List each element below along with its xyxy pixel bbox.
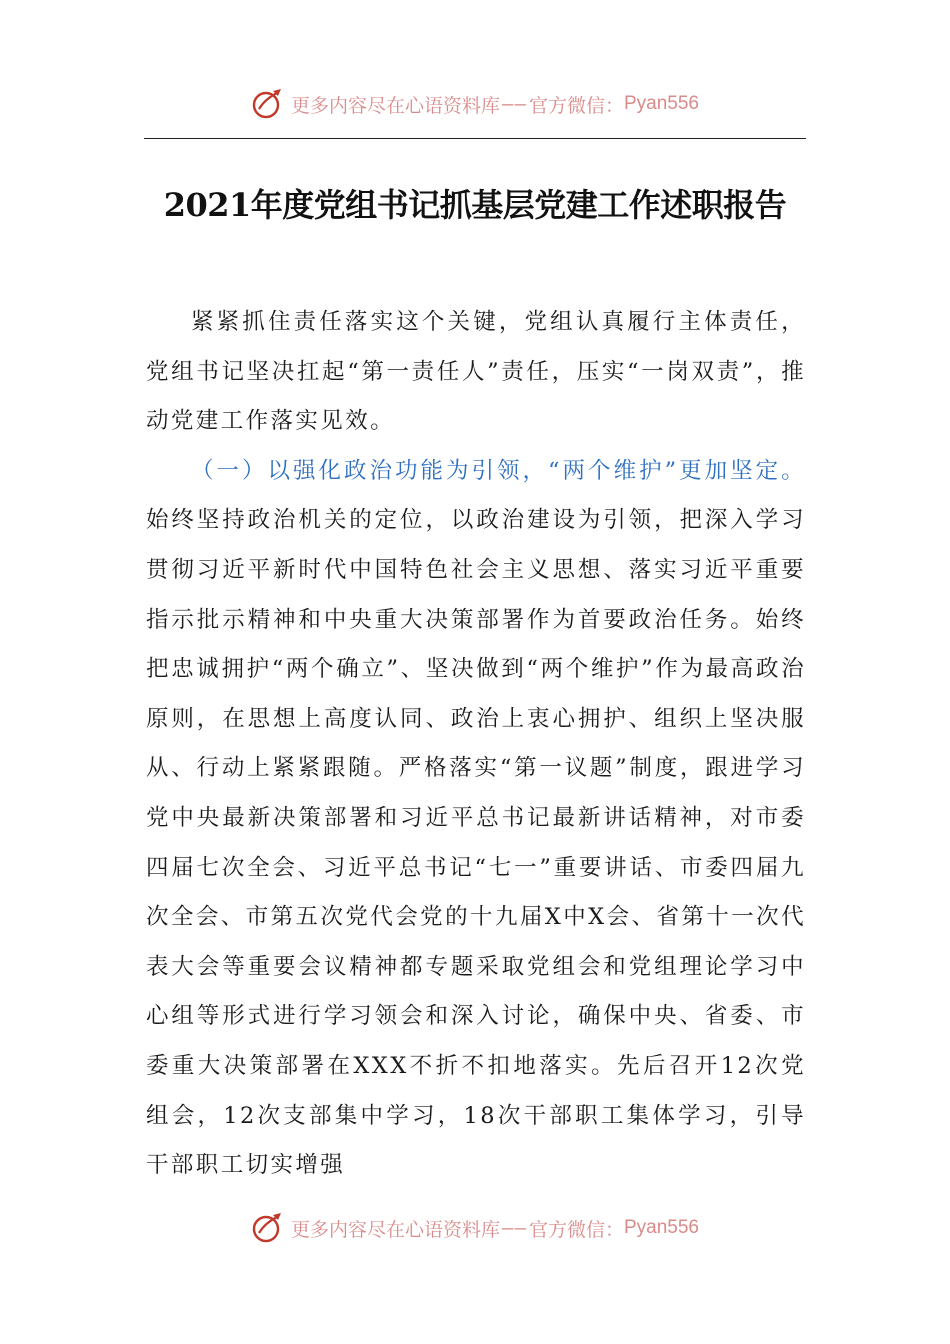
document-title: 2021年度党组书记抓基层党建工作述职报告: [163, 186, 787, 225]
intro-paragraph: 紧紧抓住责任落实这个关键，党组认真履行主体责任，党组书记坚决扛起“第一责任人”责任，压实“一岗双责”，推动党建工作落实见效。: [146, 309, 806, 435]
watermark-separator: ——: [502, 1217, 527, 1239]
header-watermark: [0, 84, 950, 124]
document-body: [146, 298, 806, 1191]
watermark-label: 官方微信：: [528, 1218, 624, 1241]
watermark-separator: ——: [502, 93, 527, 115]
pen-circle-icon: [251, 1211, 285, 1245]
footer-watermark: [0, 1208, 950, 1248]
watermark-label: 官方微信：: [528, 94, 624, 117]
watermark-text: 更多内容尽在心语资料库: [291, 94, 501, 117]
pen-circle-icon: [251, 87, 285, 121]
section-1-paragraph: [146, 447, 806, 1191]
section-1-heading: （一）以强化政治功能为引领，“两个维护”更加坚定。: [191, 457, 806, 484]
section-1-body: 始终坚持政治机关的定位，以政治建设为引领，把深入学习贯彻习近平新时代中国特色社会主义思想、落实习近平重要指示批示精神和中央重大决策部署作为首要政治任务。始终把忠诚拥护“两个确立”、坚决做到“两个维护”作为最高政治原则，在思想上高度认同、政治上衷心拥护、组织上坚决服从、行动上紧紧跟随。严格落实“第一议题”制度，跟进学习党中央最新决策部署和习近平总书记最新讲话精神，对市委四届七次全会、习近平总书记“七一”重要讲话、市委四届九次全会、市第五次党代会党的十九届X中X会、省第十一次代表大会等重要会议精神都专题采取党组会和党组理论学习中心组等形式进行学习领会和深入讨论，确保中央、省委、市委重大决策部署在XXX不折不扣地落实。先后召开12次党组会，12次支部集中学习，18次干部职工集体学习，引导干部职工切实增强: [146, 507, 806, 1179]
header-divider: [144, 138, 806, 139]
watermark-code: Pyan556: [623, 1217, 699, 1238]
watermark-text: 更多内容尽在心语资料库: [291, 1218, 501, 1241]
watermark-code: Pyan556: [623, 93, 699, 114]
